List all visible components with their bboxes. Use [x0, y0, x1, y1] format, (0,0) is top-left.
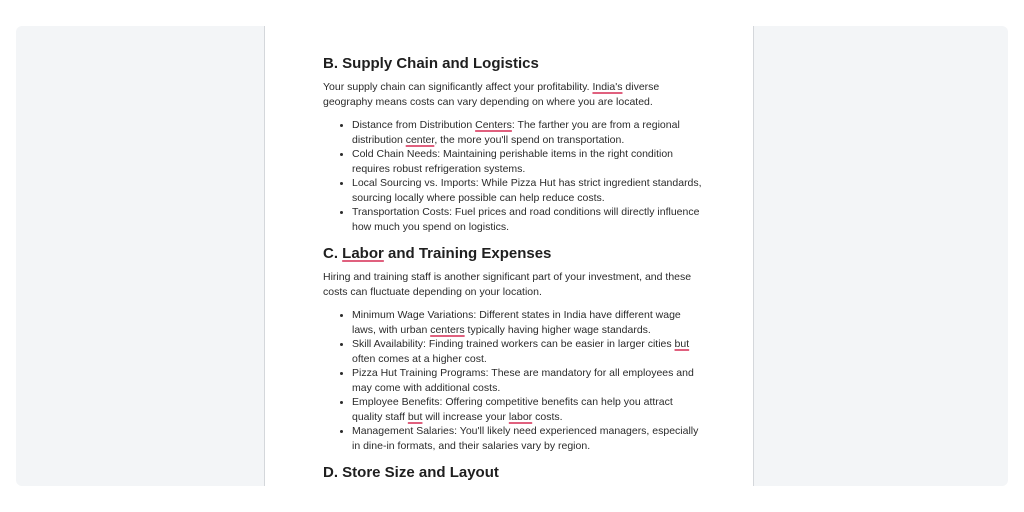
text-run: Local Sourcing vs. Imports: While Pizza Hut has strict ingredient standards, sourcing locally where possible can help reduce costs.: [352, 177, 702, 204]
list-item: [352, 395, 703, 424]
list-item: [352, 337, 703, 366]
text-run: typically having higher wage standards.: [464, 323, 651, 336]
section-b-bullet-list: [323, 118, 703, 234]
text-run: , the more you'll spend on transportation.: [434, 133, 625, 146]
text-run: Minimum Wage Variations: Different states in India have different wage laws, with urban: [352, 309, 681, 336]
spellcheck-word[interactable]: labor: [508, 410, 533, 423]
spellcheck-word[interactable]: Centers: [475, 119, 512, 131]
section-b-intro: [323, 80, 703, 110]
spellcheck-word[interactable]: Labor: [342, 245, 384, 262]
text-run: Management Salaries: You'll likely need experienced managers, especially in dine-in formats, and their salaries vary by region.: [352, 425, 699, 452]
section-c-intro: Hiring and training staff is another significant part of your investment, and these costs can fluctuate depending on your location.: [323, 271, 692, 298]
text-run: Transportation Costs: Fuel prices and road conditions will directly influence how much you spend on logistics.: [352, 206, 700, 233]
text-run: costs.: [532, 410, 563, 423]
list-item: [352, 424, 703, 453]
list-item: [352, 176, 703, 205]
text-run: C.: [323, 245, 343, 262]
text-run: often comes at a higher cost.: [352, 352, 487, 365]
section-heading-b: B. Supply Chain and Logistics: [323, 55, 539, 72]
text-run: : The farther you are from a regional distribution: [352, 119, 680, 146]
text-run: Cold Chain Needs: Maintaining perishable items in the right condition requires robust refrigeration systems.: [352, 148, 674, 175]
spellcheck-word[interactable]: India's: [592, 81, 623, 93]
spellcheck-word[interactable]: but: [674, 338, 690, 350]
spellcheck-word[interactable]: but: [407, 410, 423, 423]
document-content[interactable]: [323, 54, 703, 481]
document-page[interactable]: [264, 26, 754, 486]
text-run: Your supply chain can significantly affect your profitability.: [323, 81, 593, 93]
document-canvas: [16, 26, 1008, 486]
text-run: and Training Expenses: [383, 245, 552, 262]
spellcheck-word[interactable]: center: [405, 133, 435, 146]
text-run: will increase your: [422, 410, 509, 423]
section-c-bullet-list: [323, 308, 703, 453]
section-heading-d-partial: D. Store Size and Layout: [323, 464, 499, 481]
section-heading-c: [323, 244, 703, 264]
list-item: [352, 118, 703, 147]
list-item: [352, 147, 703, 176]
list-item: [352, 308, 703, 337]
text-run: Pizza Hut Training Programs: These are mandatory for all employees and may come with additional costs.: [352, 367, 694, 394]
text-run: Employee Benefits: Offering competitive benefits can help you attract quality staff: [352, 396, 673, 423]
spellcheck-word[interactable]: centers: [430, 323, 465, 336]
list-item: [352, 366, 703, 395]
list-item: [352, 205, 703, 234]
text-run: diverse geography means costs can vary depending on where you are located.: [323, 81, 660, 108]
text-run: Skill Availability: Finding trained workers can be easier in larger cities: [352, 338, 675, 350]
text-run: Distance from Distribution: [352, 119, 476, 131]
